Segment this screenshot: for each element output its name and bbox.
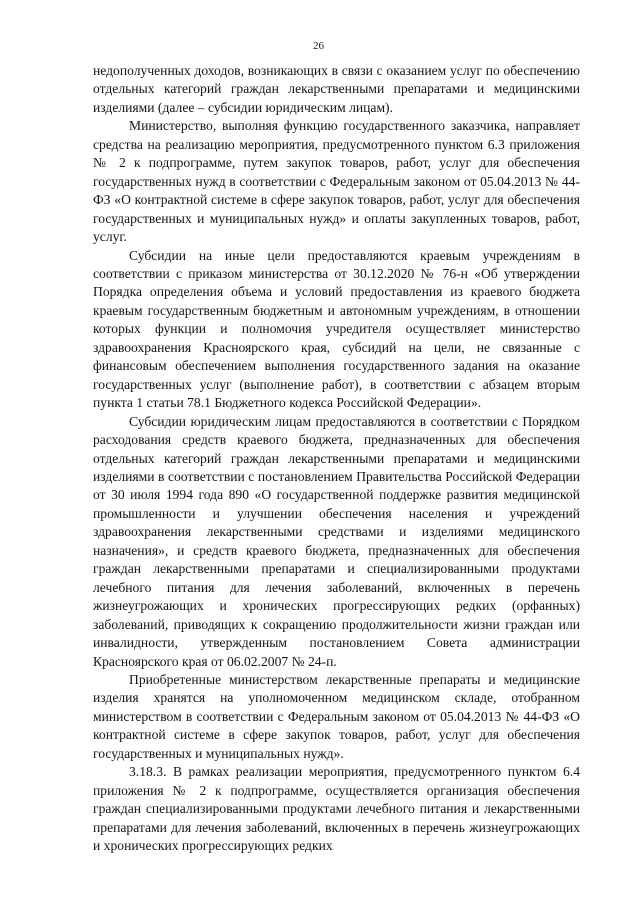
paragraph-5: Приобретенные министерством лекарственные препараты и медицинские изделия хранятся на уполномоченном медицинском складе, отобранном министерством в соответствии с Федеральным законом от 05.04.2013 № 44-ФЗ «О контрактной системе в сфере закупок товаров, работ, услуг для обеспечения государственных и муниципальных нужд». [93,671,580,761]
page-number: 26 [313,40,324,52]
paragraph-1: недополученных доходов, возникающих в связи с оказанием услуг по обеспечению отдельных категорий граждан лекарственными препаратами и медицинскими изделиями (далее – субсидии юридическим лицам). [93,63,580,115]
document-body [93,62,580,855]
paragraph-3: Субсидии на иные цели предоставляются краевым учреждениям в соответствии с приказом министерства от 30.12.2020 № 76-н «Об утверждении Порядка определения объема и условий предоставления из краевого бюджета краевым государственным бюджетным и автономным учреждениям, в отношении которых функции и полномочия учредителя осуществляет министерство здравоохранения Красноярского края, субсидий на цели, не связанные с финансовым обеспечением выполнения государственного задания на оказание государственных услуг (выполнение работ), в соответствии с абзацем вторым пункта 1 статьи 78.1 Бюджетного кодекса Российской Федерации». [93,247,580,411]
paragraph-4: Субсидии юридическим лицам предоставляются в соответствии с Порядком расходования средств краевого бюджета, предназначенных для обеспечения отдельных категорий граждан лекарственными препаратами и медицинскими изделиями в соответствии с постановлением Правительства Российской Федерации от 30 июля 1994 года 890 «О государственной поддержке развития медицинской промышленности и улучшении обеспечения населения и учреждений здравоохранения лекарственными средствами и изделиями медицинского назначения», и средств краевого бюджета, предназначенных для обеспечения граждан лекарственными препаратами и специализированными продуктами лечебного питания для лечения заболеваний, включенных в перечень жизнеугрожающих и хронических прогрессирующих редких (орфанных) заболеваний, приводящих к сокращению продолжительности жизни граждан или инвалидности, утвержденным постановлением Совета администрации Красноярского края от 06.02.2007 № 24-п. [93,413,580,669]
paragraph-2: Министерство, выполняя функцию государственного заказчика, направляет средства на реализацию мероприятия, предусмотренного пунктом 6.3 приложения № 2 к подпрограмме, путем закупок товаров, работ, услуг для обеспечения государственных нужд в соответствии с Федеральным законом от 05.04.2013 № 44-ФЗ «О контрактной системе в сфере закупок товаров, работ, услуг для обеспечения государственных и муниципальных нужд» и оплаты закупленных товаров, работ, услуг. [93,118,580,245]
paragraph-6: 3.18.3. В рамках реализации мероприятия, предусмотренного пунктом 6.4 приложения № 2 к подпрограмме, осуществляется организация обеспечения граждан специализированными продуктами лечебного питания и лекарственными препаратами для лечения заболеваний, включенных в перечень жизнеугрожающих и хронических прогрессирующих редких [93,764,580,854]
